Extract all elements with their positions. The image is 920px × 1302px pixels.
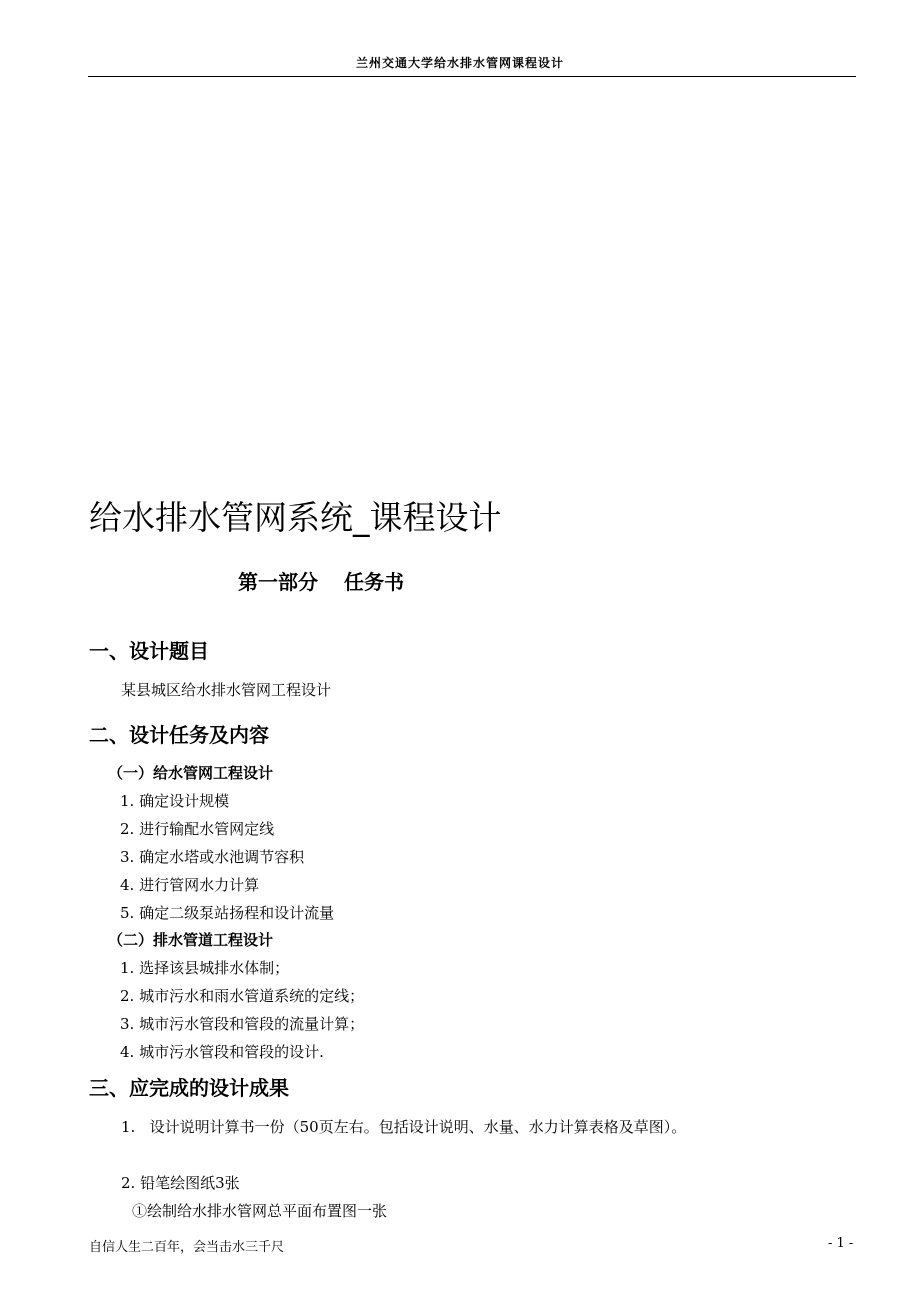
document-title: 给水排水管网系统_课程设计 [89,498,502,537]
footer-motto: 自信人生二百年，会当击水三千尺 [89,1240,285,1255]
list-item: 2. 城市污水和雨水管道系统的定线； [120,987,365,1005]
list-item: ①绘制给水排水管网总平面布置图一张 [132,1202,388,1220]
page-number: - 1 - [828,1236,854,1251]
section-heading-topic: 一、设计题目 [89,639,209,663]
list-item: 3. 城市污水管段和管段的流量计算； [120,1015,365,1033]
list-item: 2. 进行输配水管网定线 [120,820,275,838]
list-item: 5. 确定二级泵站扬程和设计流量 [120,904,335,922]
page-header: 兰州交通大学给水排水管网课程设计 [355,56,564,70]
subsection-heading-drainage: （二）排水管道工程设计 [108,931,274,949]
list-item: 4. 城市污水管段和管段的设计. [120,1043,324,1061]
part-heading [238,566,404,595]
part-name: 任务书 [344,570,404,594]
list-item: 1. 确定设计规模 [120,792,230,810]
list-item: 4. 进行管网水力计算 [120,876,260,894]
subsection-heading-water-supply: （一）给水管网工程设计 [108,764,274,782]
header-rule [88,76,856,77]
section-heading-tasks: 二、设计任务及内容 [89,723,269,747]
list-item: 3. 确定水塔或水池调节容积 [120,848,305,866]
part-label: 第一部分 [238,570,318,594]
list-item: 1. 设计说明计算书一份（50页左右。包括设计说明、水量、水力计算表格及草图）。 [121,1118,687,1136]
list-item: 2. 铅笔绘图纸3张 [121,1174,240,1192]
section-heading-deliverables: 三、应完成的设计成果 [89,1076,289,1100]
list-item: 1. 选择该县城排水体制； [120,959,290,977]
topic-text: 某县城区给水排水管网工程设计 [121,681,332,699]
